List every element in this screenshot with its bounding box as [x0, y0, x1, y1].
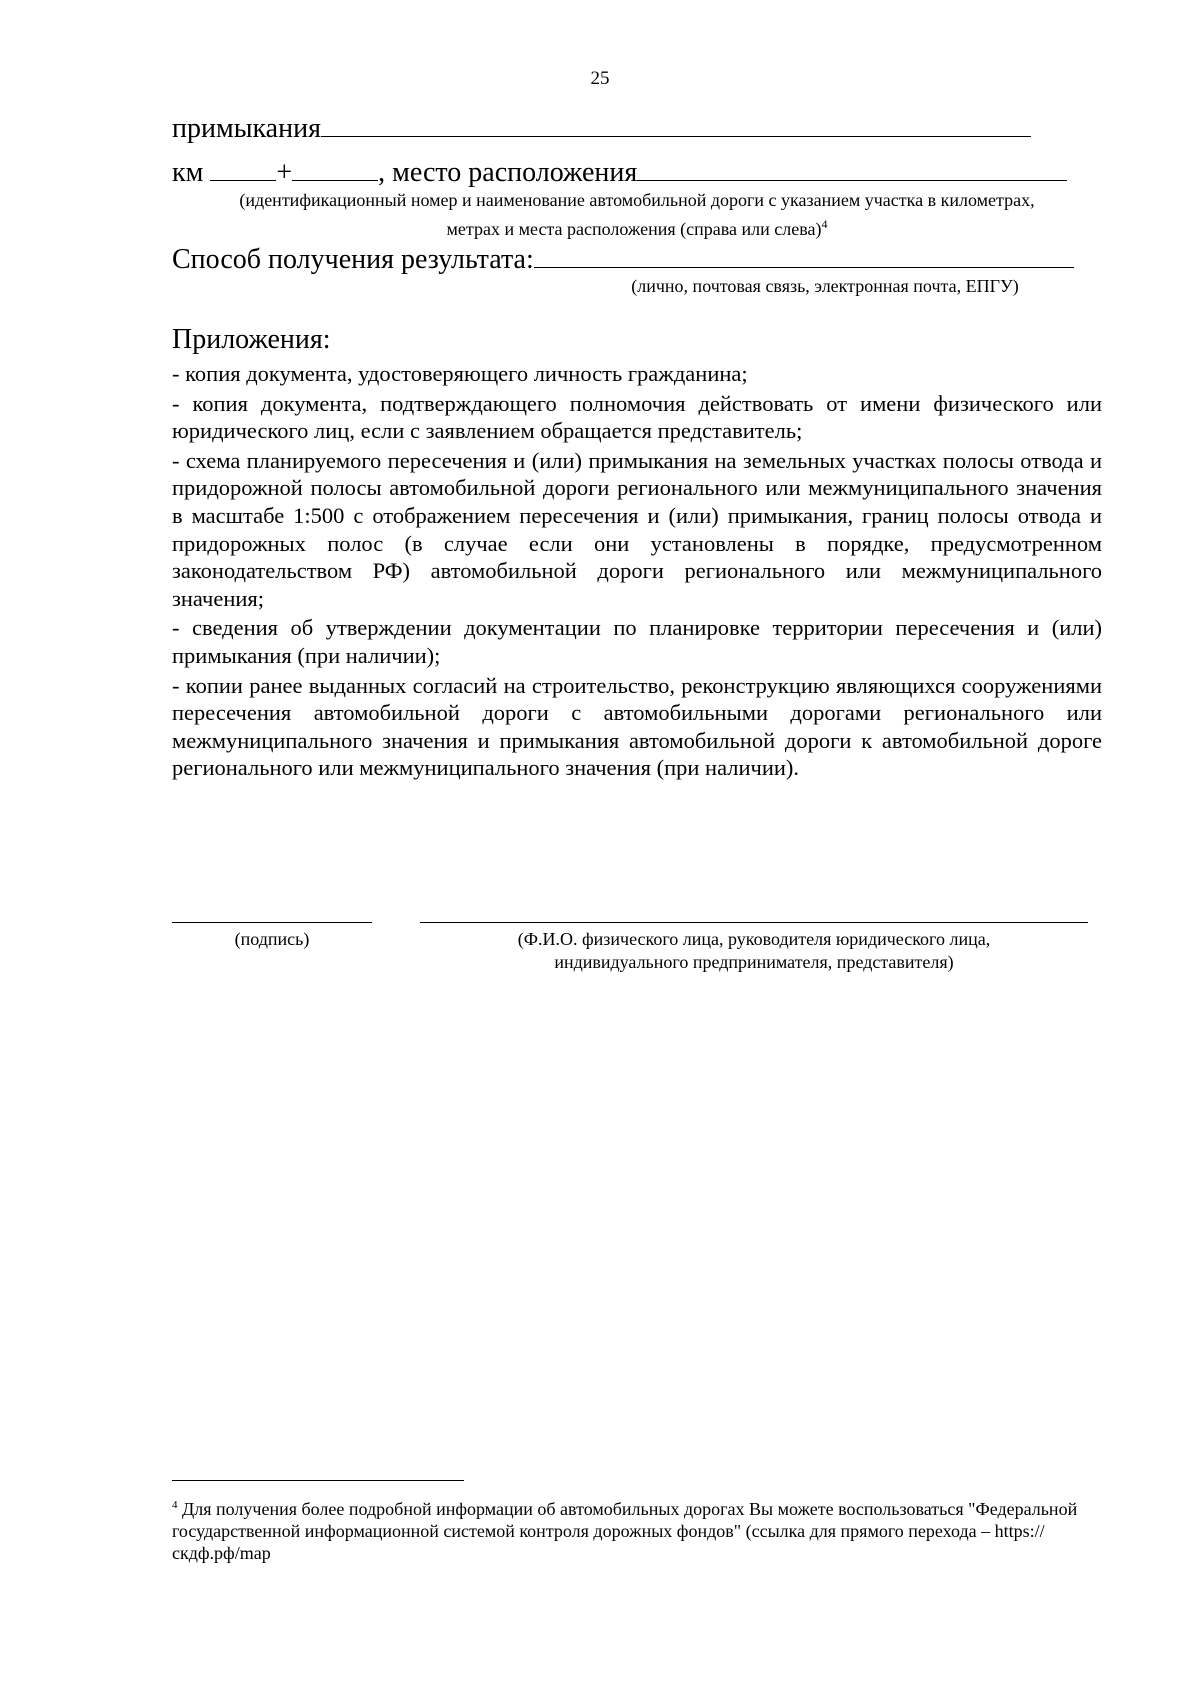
footnote [172, 1494, 1102, 1564]
full-name-caption-line1: (Ф.И.О. физического лица, руководителя юридического лица, [517, 929, 991, 949]
attachment-item: - копия документа, удостоверяющего личность гражданина; [172, 361, 748, 386]
signature-caption: (подпись) [234, 929, 310, 949]
junction-label: примыкания [172, 113, 321, 144]
junction-blank[interactable] [321, 114, 1031, 137]
road-hint-line2: метрах и места расположения (справа или слева)$^4$ [446, 217, 828, 239]
page-number: 25 [590, 68, 610, 89]
result-method-line [172, 244, 1074, 276]
signature-line[interactable] [172, 922, 372, 923]
attachments-title: Приложения: [172, 324, 331, 355]
attachment-item: - копии ранее выданных согласий на строительство, реконструкцию являющихся сооружениями пересечения автомобильной дороги с автомобильными дорогами регионального или межмуниципального значения и примыкания автомобильной дороги к автомобильной дороге регионального или межмуниципального значения (при наличии). [172, 672, 1102, 781]
attachment-item: - сведения об утверждении документации по планировке территории пересечения и (или) примыкания (при наличии); [172, 615, 1102, 668]
footnote-text: Для получения более подробной информации об автомобильных дорогах Вы можете воспользоваться "Федеральной государственной информационной системой контроля дорожных фондов" (ссылка для прямого перехода – https://скдф.рф/map [172, 1499, 1078, 1563]
footnote-ref: 4 [821, 217, 828, 231]
road-hint [172, 188, 1102, 241]
km-label: км [172, 157, 204, 188]
road-hint-line1: (идентификационный номер и наименование автомобильной дороги с указанием участка в километрах, [239, 190, 1035, 210]
attachment-item: - схема планируемого пересечения и (или) примыкания на земельных участках полосы отвода и придорожной полосы автомобильной дороги регионального или межмуниципального значения в масштабе 1:500 с отображением пересечения и (или) примыкания, границ полосы отвода и придорожных полос (в случае если они установлены в порядке, предусмотренном законодательством РФ) автомобильной дороги регионального или межмуниципального значения; [172, 447, 1102, 611]
footnote-separator [172, 1480, 464, 1481]
result-method-label: Способ получения результата: [172, 244, 534, 275]
plus-sign: + [276, 157, 293, 188]
result-method-hint: (лично, почтовая связь, электронная почта, ЕПГУ) [631, 276, 1019, 296]
location-label: , место расположения [378, 157, 638, 188]
junction-line [172, 113, 1031, 145]
km-location-line [172, 157, 1067, 189]
km-blank[interactable] [210, 158, 276, 181]
location-blank[interactable] [637, 158, 1067, 181]
full-name-line[interactable] [420, 922, 1088, 923]
footnote-marker: 4 [172, 1499, 178, 1511]
result-method-blank[interactable] [534, 245, 1074, 268]
full-name-caption [420, 928, 1088, 974]
meters-blank[interactable] [292, 158, 378, 181]
full-name-caption-line2: индивидуального предпринимателя, представителя) [554, 952, 954, 972]
attachment-item: - копия документа, подтверждающего полномочия действовать от имени физического или юридического лиц, если с заявлением обращается представитель; [172, 390, 1102, 444]
attachments-list [172, 360, 1102, 784]
